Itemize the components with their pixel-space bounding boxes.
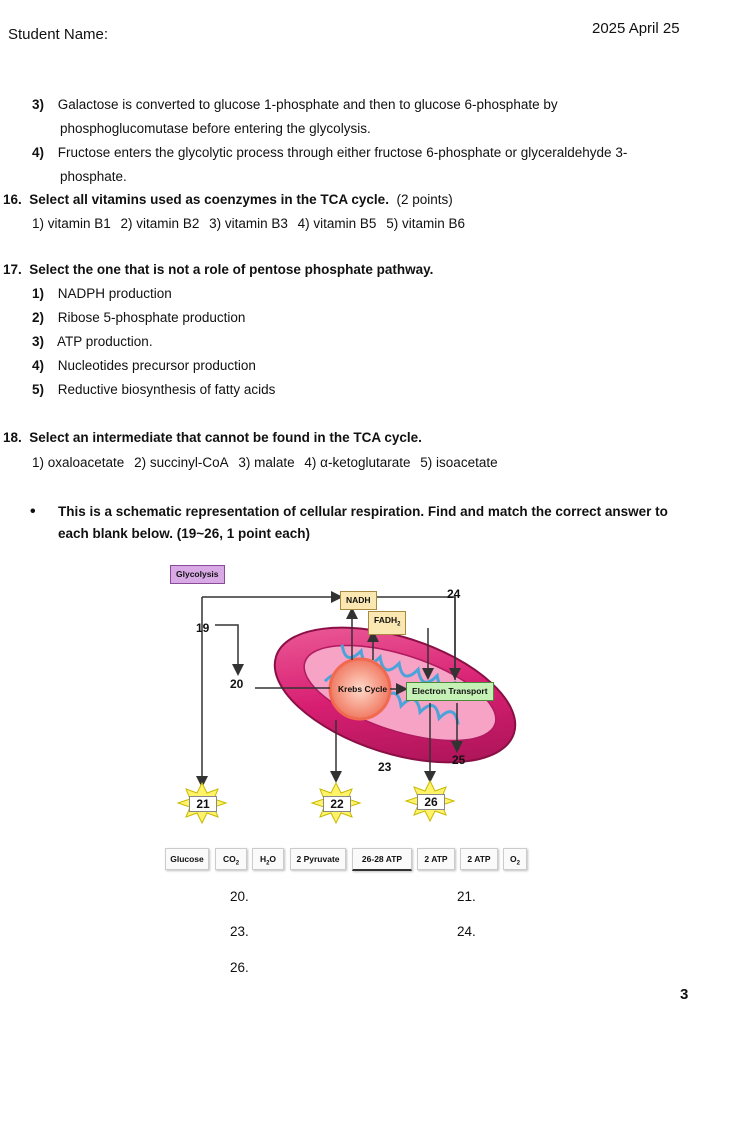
bank-co2[interactable]	[215, 848, 247, 870]
q17-option-1[interactable]	[32, 282, 275, 306]
q17-options	[32, 282, 275, 402]
q16-option-3[interactable]: 3) vitamin B3	[209, 216, 288, 231]
q17-option-3[interactable]	[32, 330, 275, 354]
electron-transport-label: Electron Transport	[406, 682, 494, 701]
question-number: 17.	[3, 262, 22, 277]
answer-23[interactable]: 23.	[230, 924, 249, 939]
option-text: NADPH production	[57, 286, 172, 301]
blank-23: 23	[378, 760, 392, 774]
blank-20: 20	[230, 677, 244, 691]
bank-co2-text: CO	[222, 854, 236, 864]
blank-21: 21	[189, 796, 217, 812]
blank-24: 24	[447, 587, 461, 601]
bank-h2o-sub: 2	[266, 860, 270, 867]
q16-option-2[interactable]: 2) vitamin B2	[120, 216, 200, 231]
fadh2-label	[368, 611, 406, 635]
carry-over-option-3	[32, 93, 722, 141]
bank-glucose[interactable]: Glucose	[165, 848, 209, 870]
question-number: 18.	[3, 430, 22, 445]
q16-options	[32, 216, 471, 231]
option-text: Galactose is converted to glucose 1-phosphate and then to glucose 6-phosphate by	[57, 97, 558, 112]
instruction-line-2: each blank below. (19~26, 1 point each)	[58, 526, 310, 541]
bank-co2-sub: 2	[235, 860, 240, 867]
krebs-cycle-label: Krebs Cycle	[338, 684, 388, 694]
bank-2-atp-a[interactable]: 2 ATP	[417, 848, 455, 870]
option-number: 4)	[32, 145, 45, 160]
q18-option-4[interactable]: 4) α-ketoglutarate	[304, 455, 411, 470]
question-number: 16.	[3, 192, 22, 207]
answer-24[interactable]: 24.	[457, 924, 476, 939]
option-text: Fructose enters the glycolytic process through either fructose 6-phosphate or glyceraldehyde 3-	[57, 145, 628, 160]
option-text: Reductive biosynthesis of fatty acids	[57, 382, 276, 397]
option-text-cont: phosphate.	[60, 169, 127, 184]
student-name-label: Student Name:	[8, 26, 109, 43]
option-number: 3)	[32, 97, 45, 112]
bullet: •	[30, 503, 36, 520]
option-number: 2)	[32, 310, 45, 325]
option-text-cont: phosphoglucomutase before entering the glycolysis.	[60, 121, 371, 136]
bank-o2-sub: 2	[516, 860, 520, 867]
fadh2-subscript: 2	[397, 621, 401, 628]
bank-h2o-text: H	[259, 854, 267, 864]
option-number: 4)	[32, 358, 45, 373]
question-text: Select all vitamins used as coenzymes in the TCA cycle.	[29, 192, 389, 207]
option-text: Nucleotides precursor production	[57, 358, 256, 373]
q17-option-2[interactable]	[32, 306, 275, 330]
q16-option-1[interactable]: 1) vitamin B1	[32, 216, 111, 231]
blank-19: 19	[196, 621, 210, 635]
q17-option-5[interactable]	[32, 378, 275, 402]
question-text: Select the one that is not a role of pentose phosphate pathway.	[29, 262, 434, 277]
carry-over-option-4	[32, 141, 722, 189]
question-18	[3, 430, 422, 445]
bank-h2o-o: O	[269, 854, 277, 864]
bank-o2[interactable]	[503, 848, 527, 870]
option-number: 3)	[32, 334, 45, 349]
answer-20[interactable]: 20.	[230, 889, 249, 904]
bank-2-atp-b[interactable]: 2 ATP	[460, 848, 498, 870]
q18-options	[32, 455, 504, 470]
question-16	[3, 192, 453, 207]
question-text: Select an intermediate that cannot be found in the TCA cycle.	[29, 430, 422, 445]
q18-option-2[interactable]: 2) succinyl-CoA	[134, 455, 229, 470]
q18-option-3[interactable]: 3) malate	[238, 455, 295, 470]
blank-25: 25	[452, 753, 466, 767]
option-number: 1)	[32, 286, 45, 301]
nadh-label: NADH	[340, 591, 377, 610]
page-number: 3	[680, 986, 689, 1003]
q16-option-4[interactable]: 4) vitamin B5	[297, 216, 377, 231]
bank-26-28-atp[interactable]: 26-28 ATP	[352, 848, 412, 871]
cellular-respiration-diagram	[160, 555, 540, 845]
blank-26: 26	[417, 794, 445, 810]
bank-o2-text: O	[510, 854, 517, 864]
option-number: 5)	[32, 382, 45, 397]
answer-21[interactable]: 21.	[457, 889, 476, 904]
diagram-instruction	[30, 501, 730, 545]
glycolysis-label: Glycolysis	[170, 565, 225, 584]
bank-h2o[interactable]	[252, 848, 284, 870]
date: 2025 April 25	[592, 20, 680, 37]
q18-option-5[interactable]: 5) isoacetate	[420, 455, 498, 470]
instruction-line-1: This is a schematic representation of cellular respiration. Find and match the correct answer to	[58, 504, 668, 519]
fadh2-text: FADH	[374, 615, 398, 625]
option-text: ATP production.	[57, 334, 153, 349]
bank-2-pyruvate[interactable]: 2 Pyruvate	[290, 848, 346, 870]
q18-option-1[interactable]: 1) oxaloacetate	[32, 455, 125, 470]
question-17	[3, 262, 433, 277]
blank-22: 22	[323, 796, 351, 812]
question-points: (2 points)	[396, 192, 453, 207]
q16-option-5[interactable]: 5) vitamin B6	[386, 216, 465, 231]
q17-option-4[interactable]	[32, 354, 275, 378]
option-text: Ribose 5-phosphate production	[57, 310, 246, 325]
answer-26[interactable]: 26.	[230, 960, 249, 975]
